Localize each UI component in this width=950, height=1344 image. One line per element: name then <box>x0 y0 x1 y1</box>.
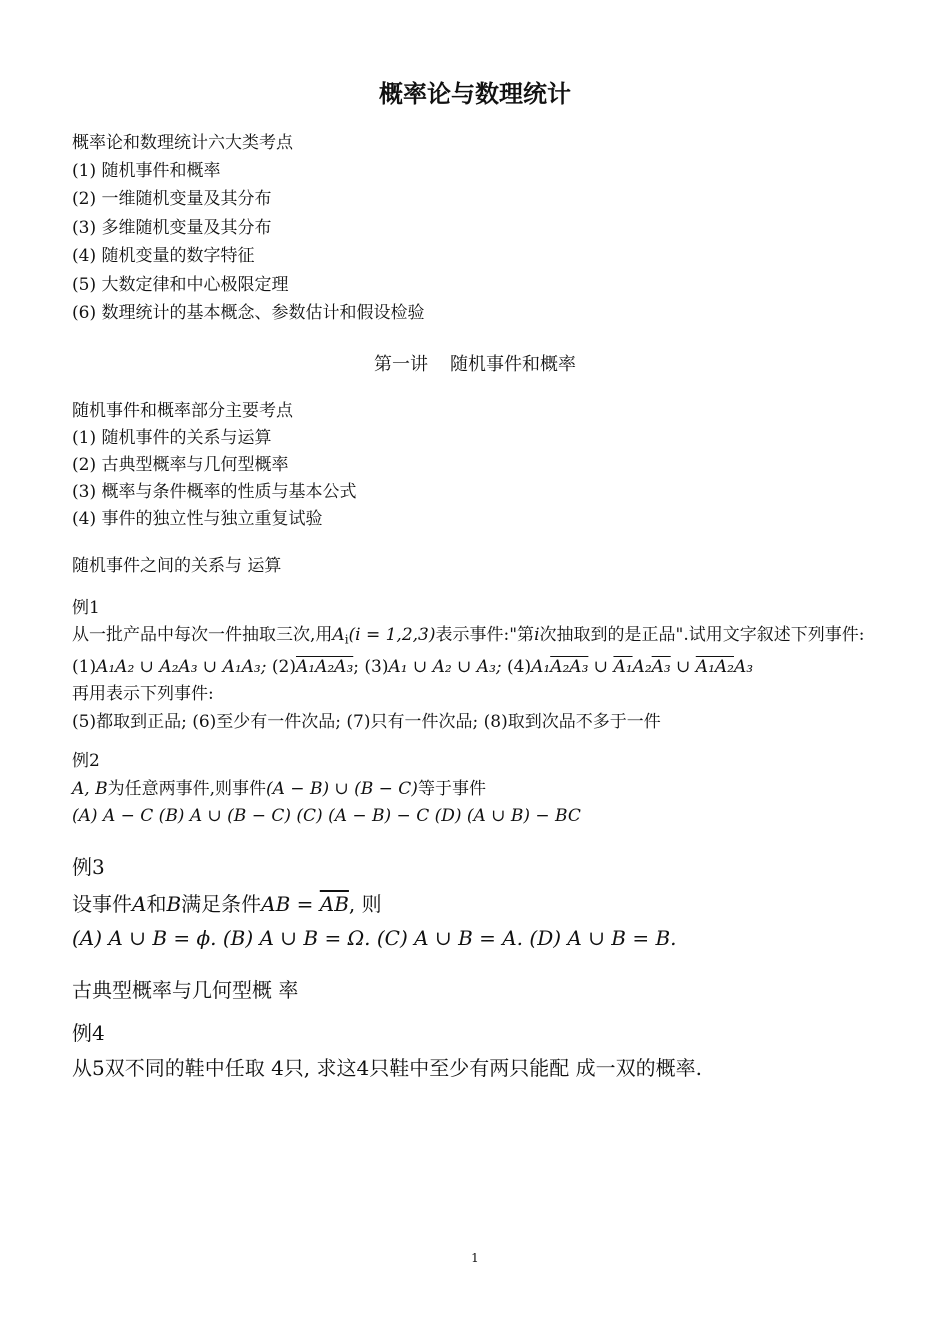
document-title: 概率论与数理统计 <box>379 79 571 108</box>
section-heading-classical: 古典型概率与几何型概 率 <box>72 978 299 1002</box>
example-3-options: (A) A ∪ B = ϕ. (B) A ∪ B = Ω. (C) A ∪ B = A. (D) A ∪ B = B. <box>72 926 677 950</box>
math-subscript: i <box>344 632 349 647</box>
example-4-text: 从5双不同的鞋中任取 4只, 求这4只鞋中至少有两只能配 成一双的概率. <box>72 1056 702 1080</box>
example-1-line3: 再用表示下列事件: <box>72 684 214 704</box>
intro-item: (1) 随机事件和概率 <box>72 161 221 181</box>
math-expression: (A − B) ∪ (B − C) <box>265 779 418 799</box>
text: ; <box>353 657 359 677</box>
math-symbol: B <box>166 892 182 916</box>
math-term-overlined: A₁A₂ <box>695 657 734 677</box>
math-condition: (i = 1,2,3) <box>348 625 436 645</box>
text: 为任意两事件,则事件 <box>107 779 266 799</box>
example-2-label: 例2 <box>72 751 100 771</box>
example-4-label: 例4 <box>72 1021 105 1045</box>
text: , 则 <box>348 892 382 916</box>
math-term-overlined: A₃ <box>651 657 671 677</box>
example-2-stem <box>72 781 486 798</box>
example-1-line4: (5)都取到正品; (6)至少有一件次品; (7)只有一件次品; (8)取到次品不多于一件 <box>72 712 661 732</box>
lecture-title: 随机事件和概率 <box>450 354 576 375</box>
math-expression: A₁A₂ ∪ A₂A₃ ∪ A₁A₃; <box>96 657 267 677</box>
math-term-overlined: A₁ <box>613 657 633 677</box>
math-term-overlined: A₂A₃ <box>550 657 589 677</box>
math-equation-rhs-overlined: $\overline{AB}$ <box>319 892 349 916</box>
text: 等于事件 <box>417 779 486 799</box>
intro-item: (6) 数理统计的基本概念、参数估计和假设检验 <box>72 303 425 323</box>
intro-item: (4) 随机变量的数字特征 <box>72 246 255 266</box>
points-heading: 随机事件和概率部分主要考点 <box>72 401 293 421</box>
points-item: (2) 古典型概率与几何型概率 <box>72 455 289 475</box>
math-term: A₃ <box>733 657 754 677</box>
math-equation-lhs: AB = <box>261 892 320 916</box>
points-item: (3) 概率与条件概率的性质与基本公式 <box>72 482 357 502</box>
intro-item: (2) 一维随机变量及其分布 <box>72 189 272 209</box>
part-label: (3) <box>364 657 389 677</box>
math-symbol: A, B <box>72 779 108 799</box>
text: 次抽取到的是正品".试用文字叙述下列事件: <box>539 625 865 645</box>
example-1-expressions <box>72 659 753 676</box>
text: 设事件 <box>72 892 132 916</box>
text: 表示事件:"第 <box>435 625 535 645</box>
part-label: (4) <box>507 657 532 677</box>
intro-item: (3) 多维随机变量及其分布 <box>72 218 272 238</box>
math-symbol: A <box>132 892 147 916</box>
example-2-options: (A) A − C (B) A ∪ (B − C) (C) (A − B) − C (D) (A ∪ B) − BC <box>72 806 581 826</box>
math-term: A₁ <box>531 657 551 677</box>
text: 从一批产品中每次一件抽取三次,用 <box>72 625 333 645</box>
math-symbol: i <box>534 625 540 645</box>
text: 和 <box>146 892 167 916</box>
page-number: 1 <box>471 1251 479 1265</box>
lecture-number: 第一讲 <box>374 354 428 375</box>
intro-heading: 概率论和数理统计六大类考点 <box>72 133 293 153</box>
union-symbol: ∪ <box>588 657 614 677</box>
math-expression-overlined: A₁A₂A₃ <box>295 657 354 677</box>
part-label: (2) <box>271 657 296 677</box>
section-heading-relations: 随机事件之间的关系与 运算 <box>72 556 282 576</box>
points-item: (4) 事件的独立性与独立重复试验 <box>72 509 323 529</box>
example-3-label: 例3 <box>72 855 105 879</box>
points-item: (1) 随机事件的关系与运算 <box>72 428 272 448</box>
math-expression: A₁ ∪ A₂ ∪ A₃; <box>388 657 502 677</box>
example-1-stem <box>72 627 864 646</box>
math-symbol: A <box>332 625 345 645</box>
text: 满足条件 <box>181 892 262 916</box>
math-term: A₂ <box>632 657 652 677</box>
union-symbol: ∪ <box>670 657 696 677</box>
example-1-label: 例1 <box>72 598 100 618</box>
lecture-heading <box>0 356 950 374</box>
example-3-stem <box>72 894 382 914</box>
intro-item: (5) 大数定律和中心极限定理 <box>72 275 289 295</box>
part-label: (1) <box>72 657 97 677</box>
